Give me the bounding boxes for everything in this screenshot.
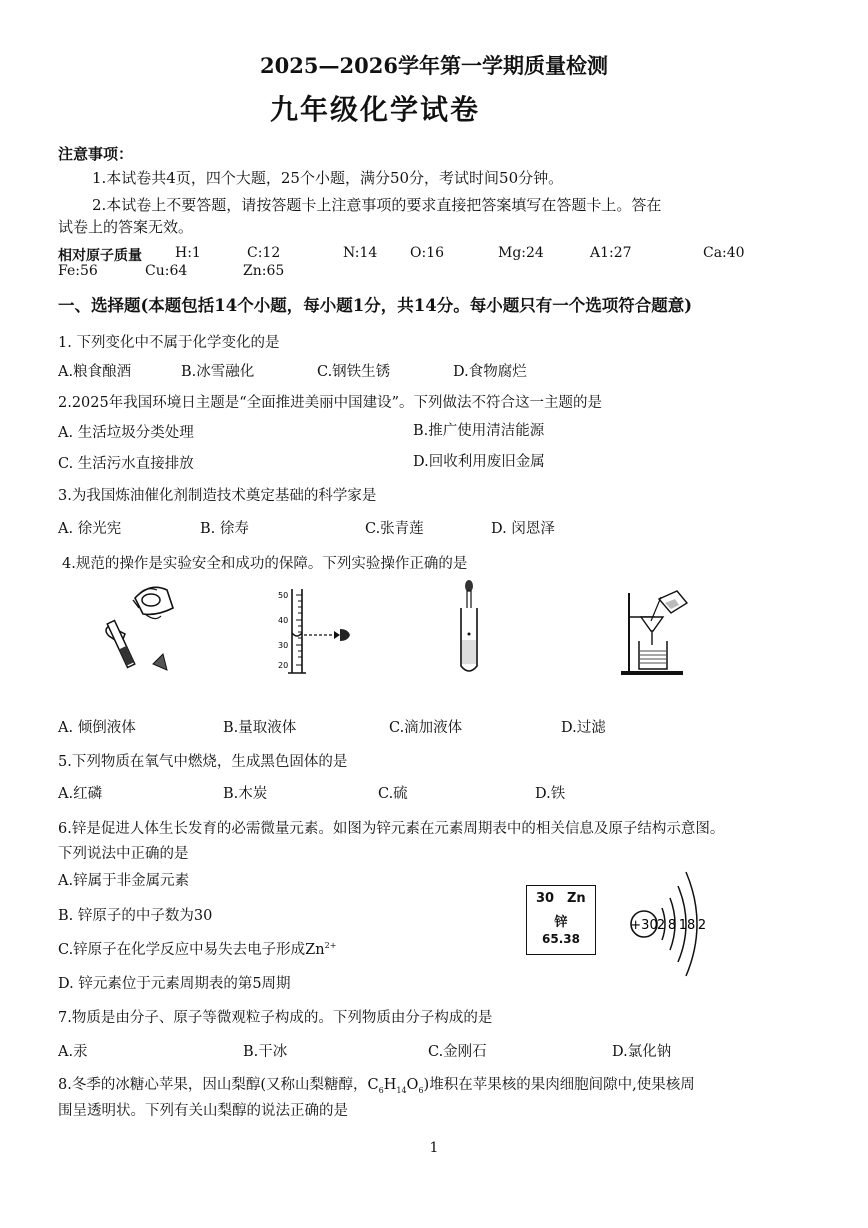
atom-nucleus-charge: +30 [630,918,658,933]
element-name: 锌 [554,915,568,930]
cylinder-tick-label: 50 [278,591,289,600]
q6-stem-line2: 下列说法中正确的是 [58,846,189,862]
notes-heading: 注意事项： [58,145,134,163]
cylinder-tick-label: 20 [278,661,289,670]
q6-option-a: A.锌属于非金属元素 [58,873,190,889]
formula-element: O [406,1077,419,1093]
atomic-mass-fe: Fe:56 [58,263,98,279]
element-atomic-number: 30 [536,891,555,906]
atomic-mass-mg: Mg:24 [498,245,544,261]
page-number: 1 [429,1140,439,1156]
dropper-test-tube-illustration [455,578,495,678]
q7-option-d: D.氯化钠 [612,1044,672,1060]
q2-option-d: D.回收利用废旧金属 [413,454,545,470]
q1-option-c: C.钢铁生锈 [317,364,391,380]
formula-subscript: 14 [396,1085,407,1095]
pouring-liquid-illustration [95,578,190,678]
q7-option-c: C.金刚石 [428,1044,487,1060]
q2-option-a: A. 生活垃圾分类处理 [58,425,194,441]
note-item-1: 1.本试卷共4页，四个大题，25个小题，满分50分，考试时间50分钟。 [92,169,564,187]
q8-stem-line2: 围呈透明状。下列有关山梨醇的说法正确的是 [58,1103,348,1119]
atomic-mass-zn: Zn:65 [243,263,285,279]
atom-shell-electrons: 18 [678,918,696,933]
q2-stem: 2.2025年我国环境日主题是“全面推进美丽中国建设”。下列做法不符合这一主题的是 [58,395,603,411]
zinc-atom-structure-diagram [622,862,722,982]
filtration-illustration [615,585,695,680]
formula-subscript: 6 [418,1085,424,1095]
atomic-mass-al: A1:27 [590,245,632,261]
atomic-mass-n: N:14 [343,245,378,261]
element-symbol: Zn [567,891,586,906]
atomic-mass-o: O:16 [410,245,445,261]
cylinder-tick-label: 30 [278,641,289,650]
formula-element: C [367,1077,379,1093]
q1-option-d: D.食物腐烂 [453,364,527,380]
q6-option-c [58,938,336,959]
q4-option-a: A. 倾倒液体 [58,720,136,736]
q7-option-b: B.干冰 [243,1044,288,1060]
q1-stem: 1. 下列变化中不属于化学变化的是 [58,335,280,351]
q6-option-d: D. 锌元素位于元素周期表的第5周期 [58,976,291,992]
atom-shell-electrons: 2 [656,918,666,933]
q3-stem: 3.为我国炼油催化剂制造技术奠定基础的科学家是 [58,488,377,504]
q5-option-d: D.铁 [535,786,566,802]
atomic-mass-label: 相对原子质量 [58,248,142,264]
q5-stem: 5.下列物质在氧气中燃烧，生成黑色固体的是 [58,754,348,770]
atomic-mass-h: H:1 [175,245,201,261]
atom-shell-electrons: 2 [697,918,707,933]
q5-option-b: B.木炭 [223,786,268,802]
q7-option-a: A.汞 [58,1044,88,1060]
atomic-mass-cu: Cu:64 [145,263,188,279]
q3-option-d: D. 闵恩泽 [491,521,555,537]
atomic-mass-c: C:12 [247,245,281,261]
measuring-cylinder-illustration [276,585,366,677]
q8-stem-part-b: )堆积在苹果核的果肉细胞间隙中,使果核周 [423,1077,695,1093]
q7-stem: 7.物质是由分子、原子等微观粒子构成的。下列物质由分子构成的是 [58,1010,493,1026]
q4-option-b: B.量取液体 [223,720,297,736]
q4-stem: 4.规范的操作是实验安全和成功的保障。下列实验操作正确的是 [62,556,468,572]
atom-shell-electrons: 8 [667,918,677,933]
q6-stem-line1: 6.锌是促进人体生长发育的必需微量元素。如图为锌元素在元素周期表中的相关信息及原子结构示意图。 [58,821,725,837]
q1-option-a: A.粮食酿酒 [58,364,132,380]
exam-title-line1: 2025—2026学年第一学期质量检测 [260,53,608,78]
q6-option-c-superscript: 2+ [324,941,337,951]
element-atomic-mass: 65.38 [542,932,580,946]
q5-option-c: C.硫 [378,786,408,802]
note-item-2-line2: 试卷上的答案无效。 [58,218,194,236]
q3-option-c: C.张青莲 [365,521,424,537]
zinc-element-card [526,885,596,955]
q6-option-b: B. 锌原子的中子数为30 [58,908,213,924]
formula-subscript: 6 [378,1085,384,1095]
formula-element: H [383,1077,397,1093]
cylinder-tick-label: 40 [278,616,289,625]
q3-option-a: A. 徐光宪 [58,521,122,537]
sorbitol-formula [368,1077,424,1093]
q3-option-b: B. 徐寿 [200,521,249,537]
q5-option-a: A.红磷 [58,786,103,802]
section-1-heading: 一、选择题(本题包括14个小题，每小题1分，共14分。每小题只有一个选项符合题意) [58,296,693,315]
q1-option-b: B.冰雪融化 [181,364,255,380]
q8-stem-line1 [58,1073,695,1095]
q2-option-c: C. 生活污水直接排放 [58,456,194,472]
q4-option-c: C.滴加液体 [389,720,463,736]
q6-option-c-text: C.锌原子在化学反应中易失去电子形成Zn [58,942,325,958]
exam-title-line2: 九年级化学试卷 [270,93,481,126]
q4-option-d: D.过滤 [561,720,606,736]
q2-option-b: B.推广使用清洁能源 [413,423,545,439]
q8-stem-part-a: 8.冬季的冰糖心苹果，因山梨醇(又称山梨糖醇， [58,1077,368,1093]
note-item-2-line1: 2.本试卷上不要答题，请按答题卡上注意事项的要求直接把答案填写在答题卡上。答在 [92,196,662,214]
atomic-mass-ca: Ca:40 [703,245,745,261]
